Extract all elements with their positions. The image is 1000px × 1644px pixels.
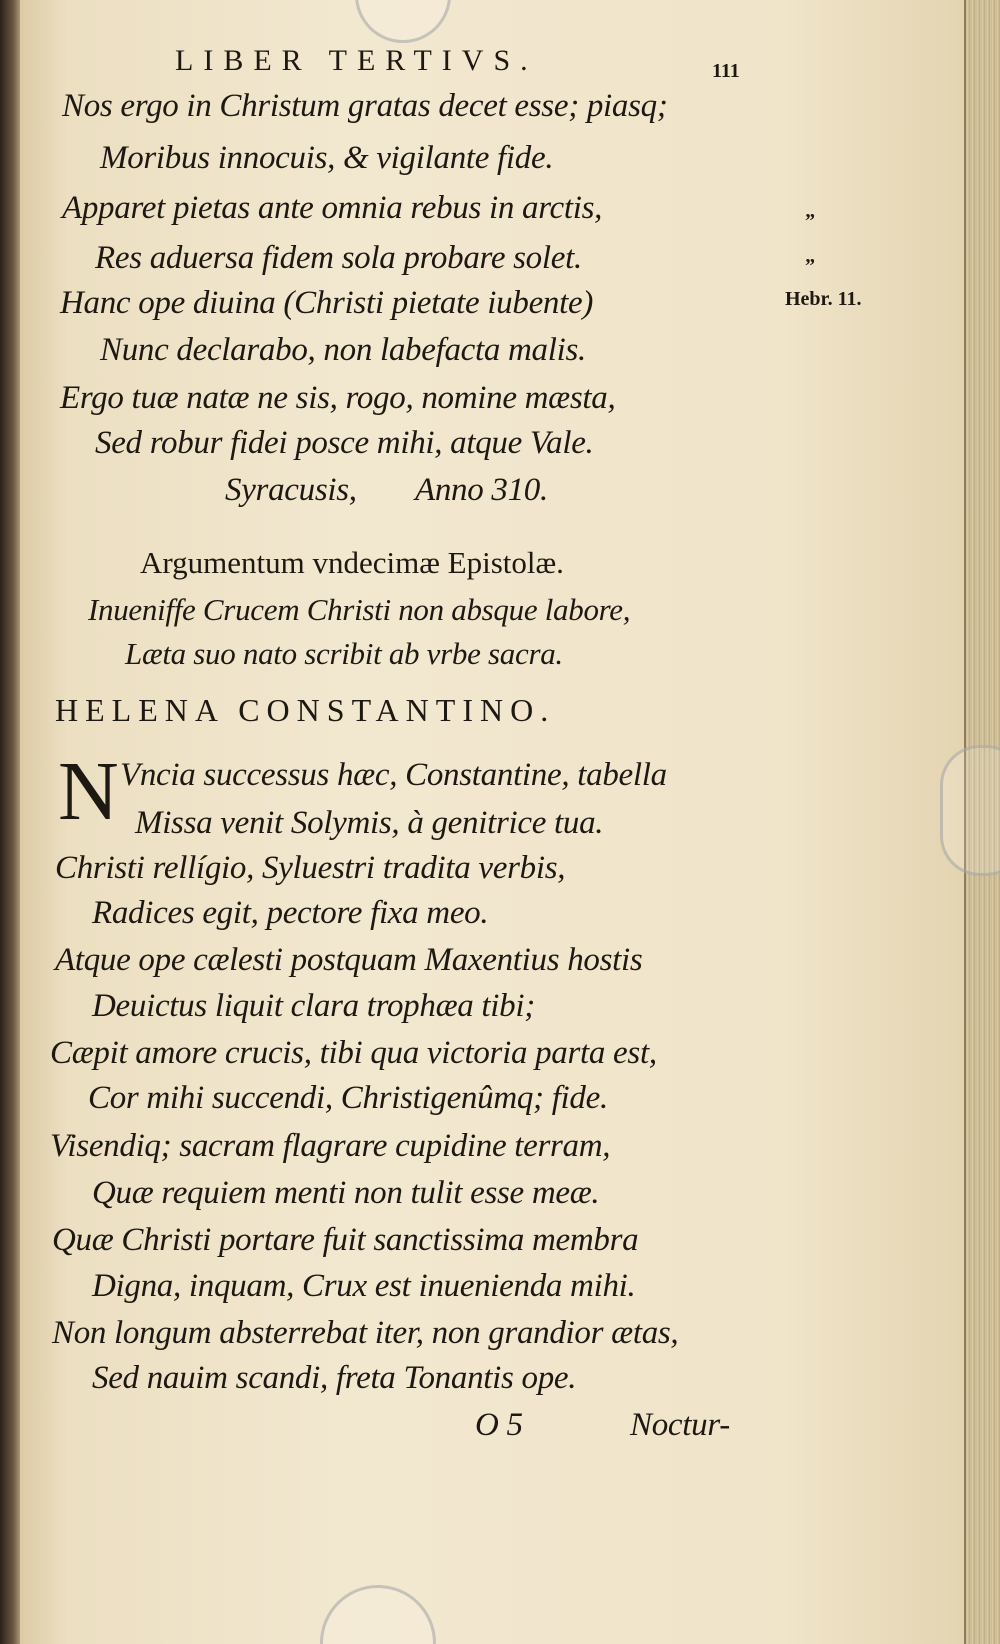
page-number: 111 [712,60,740,82]
verse-line: Vncia successus hæc, Constantine, tabella [120,757,667,793]
signature-mark: O 5 [475,1407,523,1443]
margin-quote-mark: ” [805,210,815,232]
verse-line: Ergo tuæ natæ ne sis, rogo, nomine mæsta, [60,380,616,416]
verse-line: Non longum absterrebat iter, non grandior ætas, [52,1315,679,1351]
drop-cap: N [58,745,119,838]
verse-line: Deuictus liquit clara trophæa tibi; [92,988,535,1024]
verse-line: Cor mihi succendi, Christigenûmq; fide. [88,1080,608,1116]
verse-line: Res aduersa fidem sola probare solet. [95,240,582,276]
verse-line: Visendiq; sacram flagrare cupidine terram, [50,1128,611,1164]
verse-line: Sed robur fidei posce mihi, atque Vale. [95,425,594,461]
argument-title: Argumentum vndecimæ Epistolæ. [140,545,564,580]
verse-line: Hanc ope diuina (Christi pietate iubente) [60,285,594,321]
verse-line: Quæ requiem menti non tulit esse meæ. [92,1175,600,1211]
catchword: Noctur- [630,1407,730,1443]
verse-line: Christi rellígio, Syluestri tradita verbis, [55,850,566,886]
verse-line: Missa venit Solymis, à genitrice tua. [135,805,604,841]
verse-line: Quæ Christi portare fuit sanctissima membra [52,1222,639,1258]
verse-line: Nunc declarabo, non labefacta malis. [100,332,586,368]
verse-line: Nos ergo in Christum gratas decet esse; piasq; [62,88,668,124]
book-clip-right [940,745,1000,876]
verse-line: Digna, inquam, Crux est inuenienda mihi. [92,1268,636,1304]
verse-line: Apparet pietas ante omnia rebus in arctis, [62,190,603,226]
verse-line: Cæpit amore crucis, tibi qua victoria parta est, [50,1035,657,1071]
signoff-place: Syracusis, [225,472,357,508]
margin-quote-mark: ” [805,255,815,277]
running-head: LIBER TERTIVS. [175,44,538,77]
verse-line: Sed nauim scandi, freta Tonantis ope. [92,1360,577,1396]
verse-line: Atque ope cælesti postquam Maxentius hostis [55,942,643,978]
letter-heading: HELENA CONSTANTINO. [55,692,556,728]
verse-line: Radices egit, pectore fixa meo. [92,895,489,931]
argument-line: Inueniffe Crucem Christi non absque labore, [88,592,631,627]
verse-line: Moribus innocuis, & vigilante fide. [100,140,554,176]
margin-note-reference: Hebr. 11. [785,288,862,310]
argument-line: Læta suo nato scribit ab vrbe sacra. [125,636,563,671]
signoff-date: Anno 310. [415,472,548,508]
